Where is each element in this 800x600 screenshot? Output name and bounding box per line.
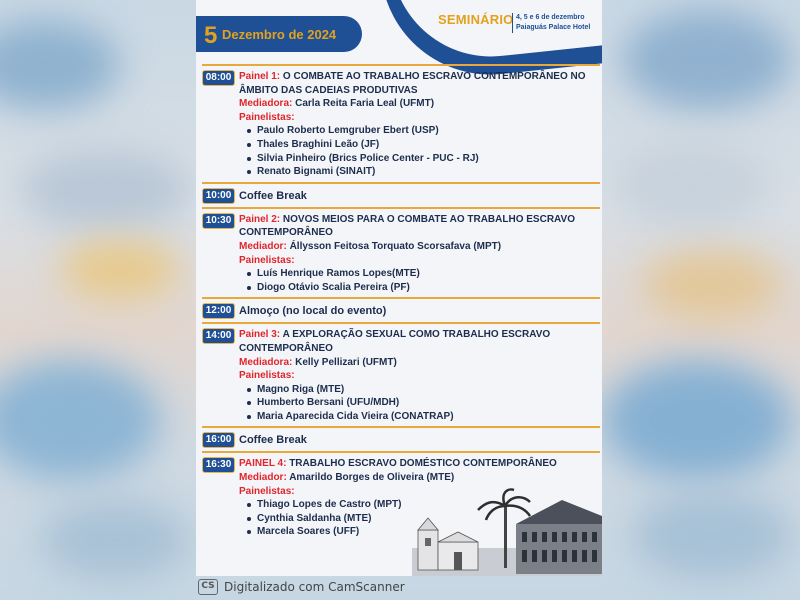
schedule-item-lunch (202, 301, 600, 321)
date-text: Dezembro de 2024 (222, 27, 337, 42)
moderator-label: Mediador: (239, 240, 287, 252)
historic-building-illustration (412, 488, 602, 576)
panelist: Marcela Soares (UFF) (245, 525, 600, 539)
panel-title: O COMBATE AO TRABALHO ESCRAVO CONTEMPORÂNEO NO ÂMBITO DAS CADEIAS PRODUTIVAS (239, 71, 586, 96)
time-badge: 16:00 (202, 432, 235, 448)
blurred-background-right (602, 0, 800, 600)
seminar-title: SEMINÁRIO (438, 12, 514, 27)
panel-heading (239, 328, 600, 355)
event-schedule-poster (196, 0, 602, 576)
moderator-name: Kelly Pellizari (UFMT) (295, 356, 397, 368)
moderator-name: Amarildo Borges de Oliveira (MTE) (289, 472, 455, 484)
moderator-line (239, 240, 600, 254)
separator (202, 182, 600, 184)
separator (202, 297, 600, 299)
break-label: Coffee Break (239, 434, 307, 447)
time-badge: 08:00 (202, 70, 235, 86)
panelist: Humberto Bersani (UFU/MDH) (245, 396, 600, 410)
schedule-item-coffee-break (202, 186, 600, 206)
panelists-label: Painelistas: (239, 111, 295, 123)
panelist: Diogo Otávio Scalia Pereira (PF) (245, 281, 600, 295)
watermark-text: Digitalizado com CamScanner (224, 580, 405, 594)
moderator-label: Mediadora: (239, 356, 293, 368)
panel-title: NOVOS MEIOS PARA O COMBATE AO TRABALHO ESCRAVO CONTEMPORÂNEO (239, 213, 575, 239)
moderator-name: Carla Reita Faria Leal (UFMT) (295, 98, 435, 110)
schedule-item-panel-2 (202, 211, 600, 297)
panelist: Maria Aparecida Cida Vieira (CONATRAP) (245, 410, 600, 424)
panel-label: Painel 1: (239, 71, 281, 82)
panelist: Cynthia Saldanha (MTE) (245, 512, 600, 526)
seminar-venue: Paiaguás Palace Hotel (516, 24, 591, 31)
panelist: Luís Henrique Ramos Lopes(MTE) (245, 267, 600, 281)
separator (202, 207, 600, 209)
panelist: Thales Braghini Leão (JF) (245, 138, 600, 152)
panelists-label: Painelistas: (239, 485, 295, 497)
panelist: Silvia Pinheiro (Brics Police Center - PUC - RJ) (245, 152, 600, 166)
panelist: Paulo Roberto Lemgruber Ebert (USP) (245, 124, 600, 138)
separator (202, 451, 600, 453)
panel-heading (239, 213, 600, 240)
time-badge: 16:30 (202, 457, 235, 473)
break-label: Coffee Break (239, 189, 307, 202)
panel-label: Painel 3: (239, 329, 281, 341)
break-label: Almoço (no local do evento) (239, 305, 387, 318)
time-badge: 12:00 (202, 303, 235, 319)
camscanner-watermark (198, 577, 498, 597)
schedule-item-panel-3 (202, 326, 600, 425)
time-badge: 14:00 (202, 328, 235, 344)
panelists-list (245, 267, 600, 294)
moderator-label: Mediadora: (239, 98, 293, 110)
separator (202, 64, 600, 66)
separator (202, 426, 600, 428)
panelists-list (245, 124, 600, 178)
time-badge: 10:30 (202, 213, 235, 229)
panelists-label: Painelistas: (239, 370, 295, 382)
moderator-line (239, 471, 600, 485)
panelist: Thiago Lopes de Castro (MPT) (245, 498, 600, 512)
panel-label: Painel 2: (239, 213, 281, 225)
schedule-list (202, 64, 600, 541)
panelist: Magno Riga (MTE) (245, 383, 600, 397)
panelists-list (245, 383, 600, 424)
time-badge: 10:00 (202, 188, 235, 204)
panel-heading (239, 70, 600, 97)
panel-heading (239, 457, 600, 471)
moderator-label: Mediador: (239, 472, 287, 484)
date-day: 5 (204, 22, 218, 49)
panel-title: TRABALHO ESCRAVO DOMÉSTICO CONTEMPORÂNEO (289, 458, 557, 470)
panelist: Renato Bignami (SINAIT) (245, 165, 600, 179)
schedule-item-panel-1 (202, 68, 600, 181)
blurred-background-left (0, 0, 196, 600)
seminar-info (512, 13, 590, 33)
moderator-line (239, 97, 600, 111)
panel-label: PAINEL 4: (239, 458, 287, 470)
panel-title: A EXPLORAÇÃO SEXUAL COMO TRABALHO ESCRAVO CONTEMPORÂNEO (239, 329, 551, 354)
panel-details (235, 213, 600, 295)
seminar-dates: 4, 5 e 6 de dezembro (516, 14, 585, 21)
moderator-line (239, 356, 600, 370)
separator (202, 322, 600, 324)
camscanner-logo-icon: CS (198, 579, 218, 595)
panel-details (235, 328, 600, 423)
panelists-label: Painelistas: (239, 254, 295, 266)
panel-details (235, 70, 600, 179)
moderator-name: Állysson Feitosa Torquato Scorsafava (MPT) (289, 240, 502, 252)
schedule-item-coffee-break (202, 430, 600, 450)
